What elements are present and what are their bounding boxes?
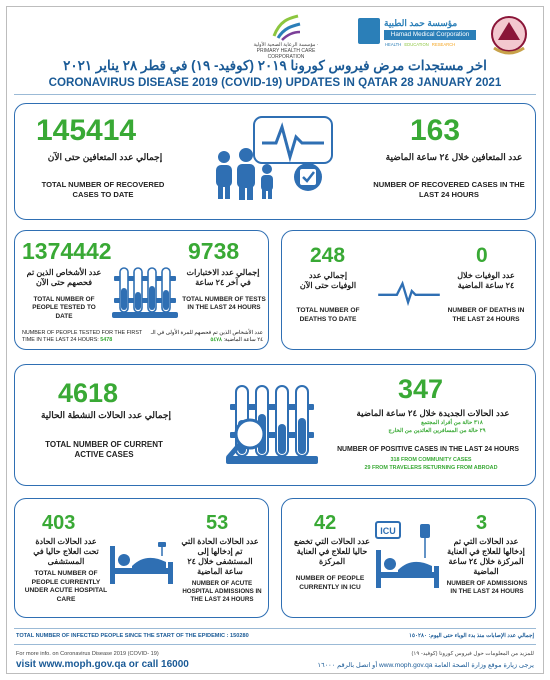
title-arabic: اخر مستجدات مرض فيروس كورونا ٢٠١٩ (كوفيد- ١٩) في قطر ٢٨ يناير ٢٠٢١ (63, 58, 487, 73)
tests-first-time-label-ar: عدد الأشخاص الذين تم فحصهم للمرة الأولى في الـ ٢٤ ساعة الماضية: (150, 330, 263, 344)
icu-current-label-en: NUMBER OF PEOPLE CURRENTLY IN ICU (295, 575, 365, 591)
hmc-logo (358, 18, 476, 56)
hmc-value: HEALTH (385, 42, 402, 47)
tests-daily-label-en: TOTAL NUMBER OF TESTS IN THE LAST 24 HOURS (182, 296, 266, 312)
test-tubes-icon (110, 262, 180, 322)
recovered-daily-label-en: NUMBER OF RECOVERED CASES IN THE LAST 24 HOURS (373, 180, 525, 199)
footer-visit-link-ar[interactable]: يرجى زيارة موقع وزارة الصحة العامة www.moph.gov.qa أو اتصل بالرقم ١٦٠٠٠ (317, 662, 534, 669)
tests-total-label-ar: عدد الأشخاص الذين تم فحصهم حتى الآن (26, 268, 102, 287)
active-total-value: 4618 (58, 378, 119, 408)
hmc-name-en: Hamad Medical Corporation (384, 30, 476, 40)
icu-admissions-value: 3 (476, 512, 488, 534)
tests-first-time-ar (148, 330, 263, 344)
deaths-total-label-en: TOTAL NUMBER OF DEATHS TO DATE (296, 307, 360, 323)
active-total-label-ar: إجمالي عدد الحالات النشطة الحالية (40, 410, 172, 420)
footer-total-infected-ar: إجمالي عدد الإصابات منذ بدء الوباء حتى اليوم: ١٥٠٢٨٠ (408, 633, 534, 639)
footer-info-ar: للمزيد من المعلومات حول فيروس كورونا (كوفيد- ١٩) (411, 651, 534, 657)
footer-visit-link-en[interactable]: visit www.moph.gov.qa or call 16000 (16, 659, 189, 670)
test-tubes-magnifier-icon (224, 374, 324, 470)
active-travelers-en: 29 FROM TRAVELERS RETURNING FROM ABROAD (364, 465, 498, 471)
recovered-family-heartbeat-icon (210, 112, 340, 204)
recovered-total-label-ar: إجمالي عدد المتعافين حتى الآن (47, 152, 163, 162)
active-new-label-ar: عدد الحالات الجديدة خلال ٢٤ ساعة الماضية (356, 408, 510, 418)
hmc-value: EDUCATION (404, 42, 429, 47)
icu-current-label-ar: عدد الحالات التي تخضع حاليا للعلاج في العناية المركزة (294, 537, 370, 566)
footer-divider-top (14, 628, 536, 629)
footer-info-en: For more info. on Coronavirus Disease 2019 (COVID- 19) (16, 651, 159, 657)
hmc-name-ar: مؤسسة حمد الطبية (384, 18, 458, 28)
tests-total-label-en: TOTAL NUMBER OF PEOPLE TESTED TO DATE (32, 296, 96, 320)
hospital-current-value: 403 (42, 512, 76, 534)
tests-total-value: 1374442 (22, 238, 112, 264)
phcc-logo (250, 14, 322, 58)
tests-first-time-label: NUMBER OF PEOPLE TESTED FOR THE FIRST TIME IN THE LAST 24 HOURS: (22, 330, 143, 344)
tests-first-time-value: 5478 (100, 337, 113, 344)
hmc-values (384, 42, 456, 47)
recovered-daily-label-ar: عدد المتعافين خلال ٢٤ ساعة الماضية (385, 152, 523, 162)
recovered-total-value: 145414 (36, 114, 137, 147)
logo-bar (0, 12, 550, 60)
tests-daily-label-ar: إجمالي عدد الاختبارات في آخر ٢٤ ساعة (186, 268, 260, 287)
title-divider (14, 94, 536, 95)
government-emblem-icon (488, 14, 530, 60)
hospital-admissions-label-ar: عدد الحالات الحادة التي تم إدخالها إلى المستشفى خلال ٢٤ ساعة الماضية (181, 537, 259, 576)
recovered-daily-value: 163 (410, 114, 461, 147)
icu-admissions-label-en: NUMBER OF ADMISSIONS IN THE LAST 24 HOURS (446, 580, 528, 596)
hmc-value: RESEARCH (431, 42, 456, 47)
hmc-emblem-icon (358, 18, 380, 44)
footer-total-infected-en: TOTAL NUMBER OF INFECTED PEOPLE SINCE THE START OF THE EPIDEMIC : 150280 (16, 633, 249, 639)
icu-admissions-label-ar: عدد الحالات التي تم إدخالها للعلاج في العناية المركزة خلال ٢٤ ساعة الماضية (447, 537, 525, 576)
active-community-ar: ٣١٨ حالة من أفراد المجتمع (421, 420, 483, 426)
phcc-icon (270, 14, 302, 42)
tests-first-time-value-ar: ٥٤٧٨ (210, 337, 222, 344)
icu-bed-icon (370, 520, 444, 594)
icu-current-value: 42 (314, 512, 337, 534)
hospital-bed-icon (106, 540, 176, 586)
hospital-admissions-value: 53 (206, 512, 229, 534)
active-new-label-en: NUMBER OF POSITIVE CASES IN THE LAST 24 HOURS (337, 446, 519, 453)
active-travelers-ar: ٢٩ حالة من المسافرين العائدين من الخارج (388, 428, 486, 434)
deaths-total-value: 248 (310, 244, 346, 267)
hospital-admissions-label-en: NUMBER OF ACUTE HOSPITAL ADMISSIONS IN THE LAST 24 HOURS (182, 580, 262, 604)
phcc-name: مؤسسة الرعاية الصحية الأولية · PRIMARY HEALTH CARE CORPORATION (253, 42, 319, 60)
deaths-daily-label-en: NUMBER OF DEATHS IN THE LAST 24 HOURS (447, 307, 525, 323)
tests-daily-value: 9738 (188, 238, 240, 264)
icu-sign-label: ICU (380, 526, 396, 536)
recovered-total-label-en: TOTAL NUMBER OF RECOVERED CASES TO DATE (41, 180, 165, 199)
active-total-label-en: TOTAL NUMBER OF CURRENT ACTIVE CASES (45, 440, 163, 460)
hospital-current-label-en: TOTAL NUMBER OF PEOPLE CURRENTLY UNDER ACUTE HOSPITAL CARE (24, 570, 108, 603)
flatline-heartbeat-icon (376, 278, 442, 306)
hospital-current-label-ar: عدد الحالات الحادة تحت العلاج حاليا في المستشفى (33, 537, 99, 566)
active-community-en: 318 FROM COMMUNITY CASES (390, 457, 472, 463)
tests-first-time-en (22, 330, 147, 344)
deaths-daily-value: 0 (476, 244, 488, 267)
footer-divider-bottom (14, 644, 536, 645)
active-new-value: 347 (398, 374, 444, 404)
deaths-total-label-ar: إجمالي عدد الوفيات حتى الآن (299, 271, 357, 290)
deaths-daily-label-ar: عدد الوفيات خلال ٢٤ ساعة الماضية (457, 271, 515, 290)
title-english: CORONAVIRUS DISEASE 2019 (COVID-19) UPDATES IN QATAR 28 JANUARY 2021 (48, 76, 502, 89)
